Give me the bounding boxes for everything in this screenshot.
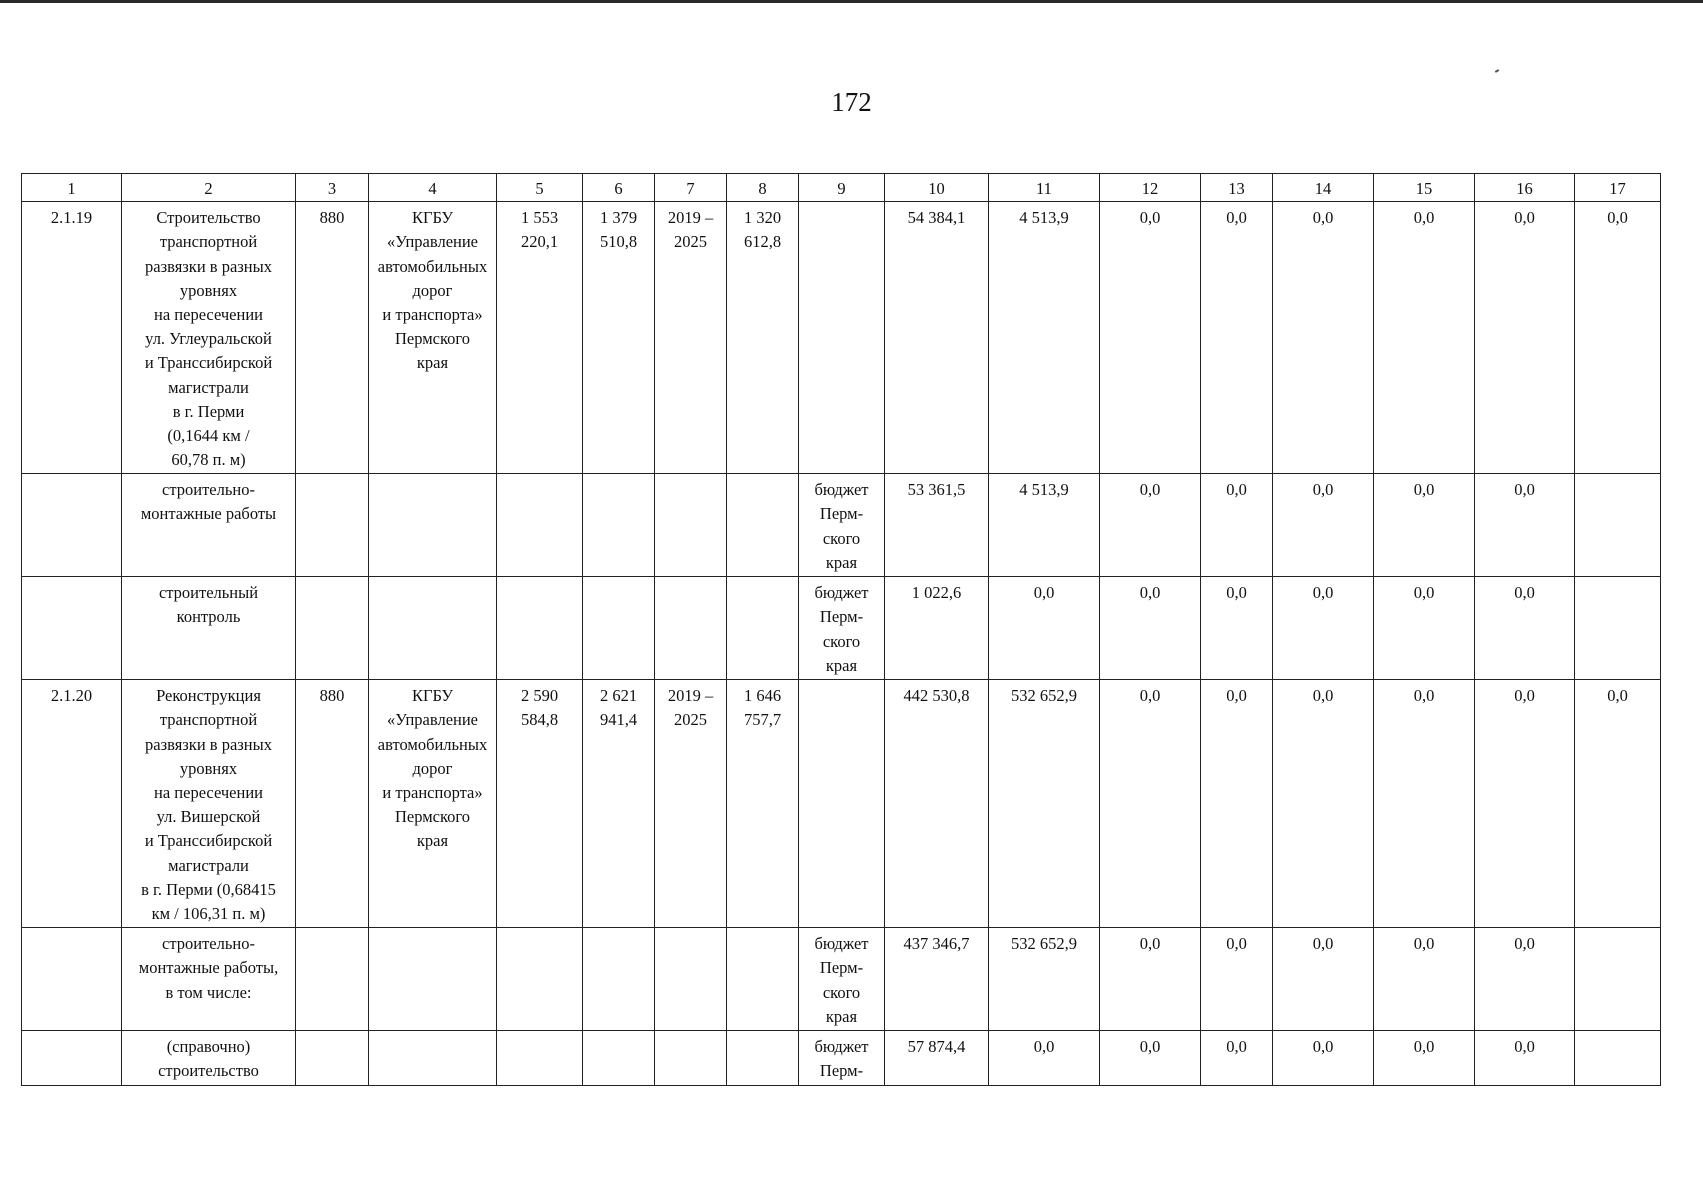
table-cell-col-7 [655,928,727,1031]
table-cell-col-4: КГБУ «Управление автомобильных дорог и транспорта» Пермского края [369,680,497,928]
table-cell-col-9: бюджет Перм- ского края [799,928,885,1031]
table-cell-col-7 [655,474,727,577]
page-number: 172 [831,87,872,117]
table-cell-col-17 [1575,577,1661,680]
table-cell-col-4 [369,577,497,680]
table-cell-col-16: 0,0 [1475,680,1575,928]
scan-edge [0,0,1703,3]
table-cell-col-17 [1575,474,1661,577]
table-cell-col-14: 0,0 [1273,928,1374,1031]
table-row [22,202,1661,474]
budget-table [21,173,1661,1086]
column-number-cell: 13 [1201,174,1273,202]
table-cell-col-2: Реконструкция транспортной развязки в разных уровнях на пересечении ул. Вишерской и Транссибирской магистрали в г. Перми (0,68415 км / 106,31 п. м) [122,680,296,928]
table-cell-col-8 [727,928,799,1031]
column-number-cell: 10 [885,174,989,202]
table-row [22,680,1661,928]
table-cell-col-1 [22,1031,122,1086]
table-cell-col-3 [296,474,369,577]
column-number-cell: 8 [727,174,799,202]
table-cell-col-8 [727,474,799,577]
table-cell-col-13: 0,0 [1201,577,1273,680]
table-cell-col-2: (справочно) строительство [122,1031,296,1086]
table-cell-col-4 [369,1031,497,1086]
table-cell-col-9 [799,202,885,474]
table-cell-col-13: 0,0 [1201,680,1273,928]
table-cell-col-5 [497,1031,583,1086]
column-number-cell: 17 [1575,174,1661,202]
table-cell-col-15: 0,0 [1374,928,1475,1031]
table-cell-col-14: 0,0 [1273,577,1374,680]
table-cell-col-17: 0,0 [1575,202,1661,474]
table-cell-col-3 [296,577,369,680]
table-cell-col-3 [296,1031,369,1086]
column-number-cell: 4 [369,174,497,202]
table-cell-col-6 [583,928,655,1031]
table-cell-col-6 [583,577,655,680]
column-number-cell: 5 [497,174,583,202]
table-cell-col-7: 2019 – 2025 [655,680,727,928]
column-number-cell: 9 [799,174,885,202]
table-cell-col-11: 532 652,9 [989,680,1100,928]
table-cell-col-17 [1575,928,1661,1031]
table-cell-col-15: 0,0 [1374,202,1475,474]
table-cell-col-14: 0,0 [1273,202,1374,474]
table-cell-col-16: 0,0 [1475,202,1575,474]
table-cell-col-13: 0,0 [1201,474,1273,577]
table-cell-col-1 [22,928,122,1031]
table-row [22,577,1661,680]
table-cell-col-6 [583,474,655,577]
table-cell-col-10: 442 530,8 [885,680,989,928]
table-cell-col-13: 0,0 [1201,202,1273,474]
table-cell-col-7 [655,577,727,680]
table-cell-col-1: 2.1.20 [22,680,122,928]
table-cell-col-12: 0,0 [1100,680,1201,928]
column-number-cell: 14 [1273,174,1374,202]
column-number-cell: 7 [655,174,727,202]
table-cell-col-1: 2.1.19 [22,202,122,474]
scan-mark [1495,69,1499,73]
table-cell-col-12: 0,0 [1100,202,1201,474]
table-cell-col-17: 0,0 [1575,680,1661,928]
table-cell-col-2: строительно- монтажные работы, в том числе: [122,928,296,1031]
column-number-cell: 12 [1100,174,1201,202]
table-cell-col-2: строительный контроль [122,577,296,680]
column-number-cell: 16 [1475,174,1575,202]
table-cell-col-16: 0,0 [1475,1031,1575,1086]
table-cell-col-2: Строительство транспортной развязки в разных уровнях на пересечении ул. Углеуральской и Транссибирской магистрали в г. Перми (0,1644 км / 60,78 п. м) [122,202,296,474]
table-cell-col-3: 880 [296,680,369,928]
table-cell-col-5: 2 590 584,8 [497,680,583,928]
table-cell-col-15: 0,0 [1374,474,1475,577]
table-cell-col-3 [296,928,369,1031]
table-cell-col-5 [497,474,583,577]
table-cell-col-16: 0,0 [1475,474,1575,577]
table-cell-col-10: 53 361,5 [885,474,989,577]
table-cell-col-17 [1575,1031,1661,1086]
table-cell-col-10: 437 346,7 [885,928,989,1031]
table-cell-col-16: 0,0 [1475,577,1575,680]
table-cell-col-9 [799,680,885,928]
table-cell-col-14: 0,0 [1273,680,1374,928]
column-number-cell: 6 [583,174,655,202]
table-cell-col-3: 880 [296,202,369,474]
table-cell-col-9: бюджет Перм- [799,1031,885,1086]
table-cell-col-10: 1 022,6 [885,577,989,680]
table-cell-col-11: 0,0 [989,577,1100,680]
table-cell-col-5 [497,577,583,680]
column-number-cell: 3 [296,174,369,202]
table-cell-col-4 [369,928,497,1031]
table-cell-col-6: 1 379 510,8 [583,202,655,474]
column-number-cell: 1 [22,174,122,202]
table-cell-col-15: 0,0 [1374,577,1475,680]
table-cell-col-9: бюджет Перм- ского края [799,474,885,577]
table-cell-col-5 [497,928,583,1031]
table-cell-col-15: 0,0 [1374,1031,1475,1086]
table-cell-col-8: 1 646 757,7 [727,680,799,928]
table-cell-col-6: 2 621 941,4 [583,680,655,928]
table-row [22,1031,1661,1086]
table-cell-col-12: 0,0 [1100,928,1201,1031]
table-cell-col-4: КГБУ «Управление автомобильных дорог и транспорта» Пермского края [369,202,497,474]
table-cell-col-16: 0,0 [1475,928,1575,1031]
column-number-cell: 11 [989,174,1100,202]
table-cell-col-12: 0,0 [1100,577,1201,680]
table-cell-col-10: 54 384,1 [885,202,989,474]
table-cell-col-14: 0,0 [1273,1031,1374,1086]
table-row [22,474,1661,577]
column-number-cell: 2 [122,174,296,202]
table-cell-col-11: 4 513,9 [989,474,1100,577]
table-cell-col-12: 0,0 [1100,1031,1201,1086]
column-number-cell: 15 [1374,174,1475,202]
table-cell-col-8 [727,577,799,680]
table-cell-col-7 [655,1031,727,1086]
table-cell-col-11: 532 652,9 [989,928,1100,1031]
table-cell-col-1 [22,474,122,577]
table-cell-col-12: 0,0 [1100,474,1201,577]
table-cell-col-7: 2019 – 2025 [655,202,727,474]
table-cell-col-13: 0,0 [1201,928,1273,1031]
table-cell-col-1 [22,577,122,680]
table-row [22,928,1661,1031]
table-cell-col-9: бюджет Перм- ского края [799,577,885,680]
table-cell-col-14: 0,0 [1273,474,1374,577]
column-number-row [22,174,1661,202]
table-cell-col-4 [369,474,497,577]
table-cell-col-11: 4 513,9 [989,202,1100,474]
table-cell-col-8: 1 320 612,8 [727,202,799,474]
table-cell-col-8 [727,1031,799,1086]
table-cell-col-10: 57 874,4 [885,1031,989,1086]
table-cell-col-5: 1 553 220,1 [497,202,583,474]
table-cell-col-15: 0,0 [1374,680,1475,928]
table-cell-col-2: строительно- монтажные работы [122,474,296,577]
table-cell-col-6 [583,1031,655,1086]
table-cell-col-11: 0,0 [989,1031,1100,1086]
table-cell-col-13: 0,0 [1201,1031,1273,1086]
